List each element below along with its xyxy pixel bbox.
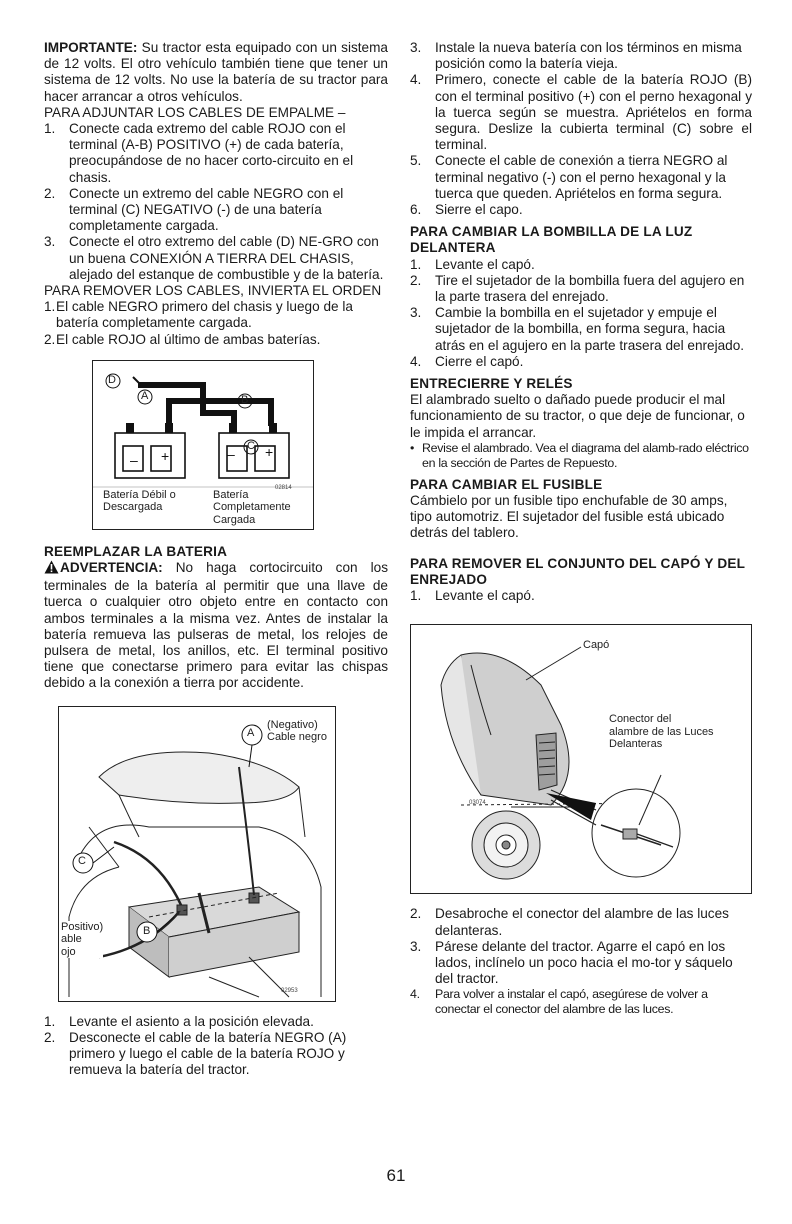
step-number: 3.	[410, 305, 422, 321]
step-number: 1.	[44, 121, 56, 137]
step-text: Para volver a instalar el capó, asegúrese de volver a conectar el conector del alambre de las luces.	[435, 987, 708, 1017]
wiring-bullet	[410, 441, 752, 471]
list-item	[410, 40, 752, 72]
replace-battery-heading: REEMPLAZAR LA BATERIA	[44, 543, 228, 559]
hood-label: Capó	[583, 639, 610, 652]
list-item	[410, 257, 752, 273]
important-text: Su tractor esta equipado con un sistema de 12 volts. El otro vehículo también tiene que tener un sistema de 12 volts. No use la batería de su tractor para hacer arrancar a otros vehículos.	[44, 40, 388, 104]
fuse-heading: PARA CAMBIAR EL FUSIBLE	[410, 476, 603, 492]
bulb-steps-list	[410, 257, 752, 370]
wiring-heading: ENTRECIERRE Y RELÉS	[410, 376, 573, 392]
important-note	[44, 40, 388, 105]
wiring-text: El alambrado suelto o dañado puede producir el mal funcionamiento de su tractor, o que deje de funcionar, o le impida el arrancar.	[410, 392, 745, 440]
list-item	[44, 1030, 388, 1079]
hood-removal-heading: PARA REMOVER EL CONJUNTO DEL CAPÓ Y DEL ENREJADO	[410, 555, 745, 587]
list-item	[44, 234, 388, 283]
step-text: Primero, conecte el cable de la batería ROJO (B) con el terminal positivo (+) con el perno hexagonal y la tuerca según se muestra. Apriételos en forma segura. Deslize la cubierta terminal (C) sobre el terminal.	[435, 72, 752, 153]
list-item	[410, 939, 752, 988]
step-number: 1.	[44, 1013, 56, 1029]
weak-battery-label: Batería Débil o Descargada	[103, 488, 176, 514]
step-number: 3.	[410, 40, 422, 55]
label-a: A	[247, 726, 255, 739]
step-number: 5.	[410, 153, 422, 169]
remove-steps-list	[44, 299, 388, 348]
label-c: C	[78, 854, 86, 867]
figure-id: 03074	[469, 800, 486, 807]
negative-cable-label: (Negativo) Cable negro	[267, 718, 327, 744]
step-text: Párese delante del tractor. Agarre el capó en los lados, inclínelo un poco hacia el mo-tor y sáquelo del tractor.	[435, 938, 733, 987]
warning-paragraph	[44, 560, 388, 692]
left-column	[44, 40, 388, 1079]
label-c: C	[247, 439, 255, 452]
label-d: D	[108, 373, 116, 386]
step-number: 2.	[44, 1029, 56, 1045]
step-number: 1.	[410, 588, 422, 604]
fuse-text: Cámbielo por un fusible tipo enchufable de 30 amps, tipo automotriz. El sujetador del fusible está ubicado detrás del tablero.	[410, 493, 728, 541]
warning-label: ADVERTENCIA:	[60, 560, 163, 576]
list-item	[410, 588, 752, 604]
battery-removal-figure	[58, 706, 336, 1002]
step-number: 2.	[410, 906, 422, 922]
step-text: Instale la nueva batería con los términos en misma posición como la batería vieja.	[435, 40, 742, 72]
step-number: 3.	[410, 938, 422, 954]
full-battery-label: Batería Completamente Cargada	[213, 488, 291, 526]
step-text: El cable NEGRO primero del chasis y luego de la batería completamente cargada.	[56, 299, 353, 331]
step-text: El cable ROJO al último de ambas baterías.	[56, 331, 321, 347]
svg-text:+: +	[161, 447, 170, 464]
svg-text:–: –	[130, 451, 138, 468]
step-number: 1.	[44, 299, 56, 315]
list-item	[44, 332, 388, 348]
headlight-bulb-heading: PARA CAMBIAR LA BOMBILLA DE LA LUZ DELANTERA	[410, 224, 693, 256]
list-item	[410, 354, 752, 370]
step-text: Tire el sujetador de la bombilla fuera del agujero en la parte trasera del enrejado.	[435, 272, 745, 305]
list-item	[410, 906, 752, 938]
label-b: B	[241, 393, 249, 406]
list-item	[410, 273, 752, 305]
remove-cables-heading: PARA REMOVER LOS CABLES, INVIERTA EL ORDEN	[44, 283, 382, 299]
bullet-icon: •	[410, 440, 415, 455]
step-number: 1.	[410, 256, 422, 272]
step-text: Conecte cada extremo del cable ROJO con el terminal (A-B) POSITIVO (+) de cada batería, preocupándose de no hacer corto-circuito en el chasis.	[69, 121, 354, 185]
step-text: Cierre el capó.	[435, 353, 524, 369]
step-text: Conecte el otro extremo del cable (D) NE-GRO con un buena CONEXIÓN A TIERRA DEL CHASIS, alejado del estanque de combustible y de la batería.	[69, 234, 384, 282]
connector-label: Conector del alambre de las Luces Delanteras	[609, 713, 714, 751]
list-item	[44, 121, 388, 186]
hood-removal-illustration	[411, 625, 751, 893]
list-item	[410, 202, 752, 218]
step-number: 2.	[44, 185, 56, 201]
list-item	[44, 299, 388, 331]
step-number: 2.	[44, 331, 56, 347]
hood-steps-list	[410, 906, 752, 1017]
positive-cable-label: Positivo) able ojo	[61, 920, 104, 958]
attach-steps-list	[44, 121, 388, 283]
attach-cables-heading: PARA ADJUNTAR LOS CABLES DE EMPALME –	[44, 104, 346, 120]
install-steps-list	[410, 40, 752, 218]
figure-id: 02814	[275, 484, 292, 491]
svg-text:+: +	[265, 443, 274, 460]
list-item	[410, 72, 752, 153]
step-number: 4.	[410, 72, 422, 88]
list-item	[410, 987, 752, 1017]
list-item	[410, 153, 752, 202]
step-number: 6.	[410, 202, 422, 218]
label-b: B	[143, 924, 151, 937]
label-a: A	[141, 389, 149, 402]
page-number: 61	[386, 1166, 406, 1185]
step-number: 4.	[410, 353, 422, 369]
step-number: 3.	[44, 234, 56, 250]
figure-id: 02953	[281, 987, 298, 994]
list-item	[410, 305, 752, 354]
step-number: 4.	[410, 987, 420, 1002]
step-text: Sierre el capo.	[435, 202, 523, 218]
warning-text: No haga cortocircuito con los terminales de la batería al permitir que una llave de tuerca o cualquier otro objeto entre en contacto con ambos terminales a la misma vez. Antes de instalar la batería remueva las pulseras de metal, los relojes de pulsera de metal, los anillos, etc. El terminal positivo tiene que conectarse primero para evitar las chispas debido a la conexión a tierra por accidente.	[44, 560, 388, 691]
step-text: Conecte el cable de conexión a tierra NEGRO al terminal negativo (-) con el perno hexagonal y la tuerca que queden. Apriételos en forma segura.	[435, 153, 728, 201]
hood-step-1-list	[410, 588, 752, 604]
step-number: 2.	[410, 272, 422, 288]
step-text: Levante el capó.	[435, 256, 535, 272]
step-text: Conecte un extremo del cable NEGRO con el terminal (C) NEGATIVO (-) de una batería completamente cargada.	[69, 185, 344, 234]
right-column	[410, 40, 752, 1017]
hood-removal-figure	[410, 624, 752, 894]
jumper-cable-figure	[92, 360, 314, 530]
step-text: Desconecte el cable de la batería NEGRO (A) primero y luego el cable de la batería ROJO y remueva la batería del tractor.	[69, 1029, 347, 1078]
step-text: Desabroche el conector del alambre de las luces delanteras.	[435, 906, 729, 938]
warning-triangle-icon	[44, 560, 59, 578]
list-item	[44, 186, 388, 235]
step-text: Levante el capó.	[435, 588, 535, 604]
removal-steps-list	[44, 1014, 388, 1079]
important-label: IMPORTANTE:	[44, 40, 138, 55]
step-text: Levante el asiento a la posición elevada.	[69, 1013, 314, 1029]
list-item	[44, 1014, 388, 1030]
svg-text:–: –	[227, 445, 235, 462]
step-text: Cambie la bombilla en el sujetador y empuje el sujetador de la bombilla, en forma segura, hacia atrás en el agujero en la parte trasera del enrejado.	[435, 305, 745, 353]
wiring-bullet-text: Revise el alambrado. Vea el diagrama del alamb-rado eléctrico en la sección de Partes de Repuesto.	[422, 440, 749, 470]
